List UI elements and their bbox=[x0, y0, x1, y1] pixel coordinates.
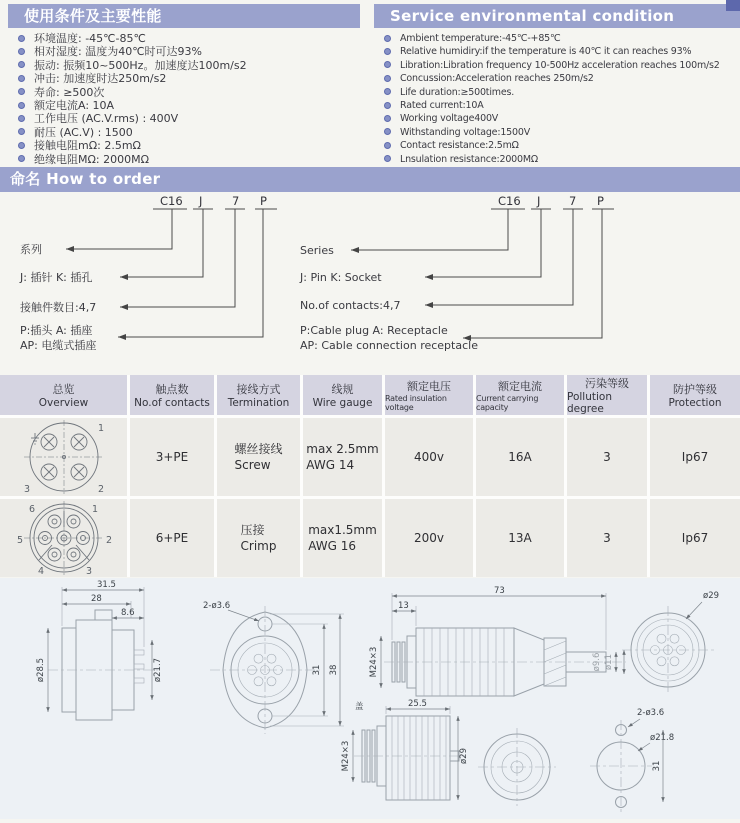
pin-label: 4 bbox=[37, 566, 44, 577]
technical-drawings bbox=[0, 578, 740, 819]
bullet-icon bbox=[384, 35, 391, 42]
conditions-cn-list bbox=[18, 32, 247, 166]
drawing-cap-side bbox=[341, 699, 469, 800]
bullet-icon bbox=[384, 102, 391, 109]
cap-label: 盖 bbox=[355, 702, 364, 712]
order-code-style: P bbox=[260, 194, 267, 208]
order-label-contacts: 接触件数目:4,7 bbox=[20, 301, 97, 314]
dim-38: 38 bbox=[329, 664, 339, 676]
list-item: Libration:Libration frequency 10-500Hz acceleration reaches 100m/s2 bbox=[384, 59, 720, 72]
bullet-icon bbox=[384, 61, 391, 68]
order-label-style-2: AP: 电缆式插座 bbox=[20, 339, 97, 352]
cell-contacts: 3+PE bbox=[130, 418, 214, 496]
col-header-current: 额定电流 Current carrying capacity bbox=[476, 375, 564, 415]
dim-28: 28 bbox=[91, 594, 102, 604]
callout-dia-21-8: ø21.8 bbox=[650, 733, 675, 743]
bullet-icon bbox=[18, 48, 25, 55]
list-item: Ambient temperature:-45℃-+85℃ bbox=[384, 32, 720, 45]
order-label-style-1: P:插头 A: 插座 bbox=[20, 324, 93, 337]
pinout-6pe bbox=[4, 499, 124, 577]
order-code-series: C16 bbox=[160, 194, 183, 208]
order-label-contacts: No.of contacts:4,7 bbox=[300, 299, 401, 312]
list-item: 冲击: 加速度时达250m/s2 bbox=[18, 72, 247, 85]
drawing-cap-rear bbox=[478, 728, 556, 806]
overview-diagram-6pe bbox=[0, 499, 127, 577]
bullet-icon bbox=[18, 142, 25, 149]
pin-label: 1 bbox=[97, 423, 104, 434]
dim-13: 13 bbox=[398, 601, 409, 611]
cell-voltage: 400v bbox=[385, 418, 473, 496]
bullet-icon bbox=[18, 115, 25, 122]
callout-2-dia-3-6: 2-ø3.6 bbox=[203, 601, 231, 611]
order-label-series: Series bbox=[300, 244, 334, 257]
pin-label: 2 bbox=[97, 484, 104, 495]
cell-contacts: 6+PE bbox=[130, 499, 214, 577]
list-item: 接触电阻mΩ: 2.5mΩ bbox=[18, 139, 247, 152]
dim-dia-21-7: ø21.7 bbox=[153, 657, 163, 683]
dim-m24x3: M24×3 bbox=[341, 740, 351, 772]
col-header-contacts: 触点数 No.of contacts bbox=[130, 375, 214, 415]
order-code-style: P bbox=[597, 194, 604, 208]
pin-label: 6 bbox=[28, 504, 35, 515]
callout-2-dia-3-6: 2-ø3.6 bbox=[637, 708, 665, 718]
cell-protection: Ip67 bbox=[650, 499, 740, 577]
bullet-icon bbox=[18, 155, 25, 162]
dim-31-5: 31.5 bbox=[97, 580, 116, 590]
bullet-icon bbox=[18, 128, 25, 135]
col-header-protection: 防护等级 Protection bbox=[650, 375, 740, 415]
list-item: 环境温度: -45℃-85℃ bbox=[18, 32, 247, 45]
col-header-overview: 总览 Overview bbox=[0, 375, 127, 415]
list-item: Lnsulation resistance:2000MΩ bbox=[384, 153, 720, 166]
list-item: 寿命: ≥500次 bbox=[18, 86, 247, 99]
cell-protection: Ip67 bbox=[650, 418, 740, 496]
dim-73: 73 bbox=[494, 586, 505, 596]
order-code-series: C16 bbox=[498, 194, 521, 208]
col-header-pollution: 污染等级 Pollution degree bbox=[567, 375, 647, 415]
bullet-icon bbox=[384, 142, 391, 149]
drawing-panel-cutout bbox=[590, 708, 674, 812]
conditions-en-title: Service environmental condition bbox=[390, 7, 675, 25]
dim-dia-28-5: ø28.5 bbox=[36, 657, 46, 683]
dim-31: 31 bbox=[652, 760, 662, 772]
list-item: Relative humidiry:if the temperature is 40℃ it can reaches 93% bbox=[384, 45, 720, 58]
list-item: Concussion:Acceleration reaches 250m/s2 bbox=[384, 72, 720, 85]
bullet-icon bbox=[384, 155, 391, 162]
list-item: 工作电压 (AC.V.rms) : 400V bbox=[18, 112, 247, 125]
bullet-icon bbox=[18, 61, 25, 68]
pinout-3pe bbox=[4, 418, 124, 496]
order-label-series: 系列 bbox=[20, 243, 42, 256]
how-to-order-header bbox=[0, 167, 740, 192]
pin-label: 1 bbox=[91, 504, 98, 515]
bullet-icon bbox=[384, 115, 391, 122]
cell-voltage: 200v bbox=[385, 499, 473, 577]
bullet-icon bbox=[18, 102, 25, 109]
drawing-flange-front bbox=[203, 601, 344, 734]
conditions-en-header bbox=[374, 4, 740, 28]
list-item: Withstanding voltage:1500V bbox=[384, 126, 720, 139]
col-header-wire-gauge: 线规 Wire gauge bbox=[303, 375, 382, 415]
cell-wire-gauge: max1.5mm AWG 16 bbox=[303, 499, 382, 577]
bullet-icon bbox=[18, 35, 25, 42]
dim-dia-9-6: ø9.6 bbox=[592, 652, 602, 672]
order-code-type: J bbox=[199, 194, 203, 208]
drawing-receptacle-side bbox=[36, 580, 163, 720]
list-item: 相对湿度: 温度为40℃时可达93% bbox=[18, 45, 247, 58]
list-item: Life duration:≥500times. bbox=[384, 86, 720, 99]
drawing-plug-front bbox=[622, 591, 719, 694]
order-label-style-1: P:Cable plug A: Receptacle bbox=[300, 324, 448, 337]
pin-label: 3 bbox=[85, 566, 92, 577]
how-to-order-title: 命名 How to order bbox=[10, 170, 161, 188]
pin-label: 3 bbox=[23, 484, 30, 495]
conditions-cn-title: 使用条件及主要性能 bbox=[24, 7, 162, 25]
pin-label: 2 bbox=[105, 535, 112, 546]
spec-table bbox=[0, 375, 740, 577]
order-code-contacts: 7 bbox=[569, 194, 577, 208]
cell-pollution: 3 bbox=[567, 499, 647, 577]
overview-diagram-3pe bbox=[0, 418, 127, 496]
list-item: 耐压 (AC.V) : 1500 bbox=[18, 126, 247, 139]
drawings-svg bbox=[0, 578, 740, 819]
bullet-icon bbox=[384, 48, 391, 55]
bullet-icon bbox=[384, 88, 391, 95]
bullet-icon bbox=[18, 88, 25, 95]
pin-label: 5 bbox=[16, 535, 23, 546]
drawing-plug-side bbox=[369, 586, 626, 696]
list-item: 振动: 振频10~500Hz。加速度达100m/s2 bbox=[18, 59, 247, 72]
col-header-termination: 接线方式 Termination bbox=[217, 375, 300, 415]
order-diagram-en bbox=[295, 193, 640, 373]
cell-termination: 螺丝接线 Screw bbox=[217, 418, 300, 496]
order-code-type: J bbox=[537, 194, 541, 208]
cell-termination: 压接 Crimp bbox=[217, 499, 300, 577]
dim-8-6: 8.6 bbox=[121, 608, 135, 618]
bullet-icon bbox=[18, 75, 25, 82]
cell-current: 16A bbox=[476, 418, 564, 496]
list-item: Rated current:10A bbox=[384, 99, 720, 112]
conditions-cn-header bbox=[8, 4, 360, 28]
list-item: Working voltage400V bbox=[384, 112, 720, 125]
cell-current: 13A bbox=[476, 499, 564, 577]
conditions-en-list bbox=[384, 32, 720, 166]
dim-m24x3: M24×3 bbox=[369, 646, 379, 678]
order-label-style-2: AP: Cable connection receptacle bbox=[300, 339, 478, 352]
list-item: 绝缘电阻MΩ: 2000MΩ bbox=[18, 153, 247, 166]
col-header-voltage: 额定电压 Rated insulation voltage bbox=[385, 375, 473, 415]
dim-dia-29: ø29 bbox=[459, 747, 469, 765]
corner-tab bbox=[726, 0, 740, 11]
dim-31: 31 bbox=[312, 664, 322, 676]
cell-wire-gauge: max 2.5mm AWG 14 bbox=[303, 418, 382, 496]
dim-25-5: 25.5 bbox=[408, 699, 427, 709]
order-label-pin-socket: J: Pin K: Socket bbox=[300, 271, 382, 284]
order-label-pin-socket: J: 插针 K: 插孔 bbox=[20, 271, 93, 284]
callout-dia-29: ø29 bbox=[703, 591, 720, 601]
list-item: Contact resistance:2.5mΩ bbox=[384, 139, 720, 152]
bullet-icon bbox=[384, 128, 391, 135]
cell-pollution: 3 bbox=[567, 418, 647, 496]
dim-dia-11: ø11 bbox=[604, 653, 614, 671]
order-code-contacts: 7 bbox=[232, 194, 240, 208]
list-item: 额定电流A: 10A bbox=[18, 99, 247, 112]
bullet-icon bbox=[384, 75, 391, 82]
